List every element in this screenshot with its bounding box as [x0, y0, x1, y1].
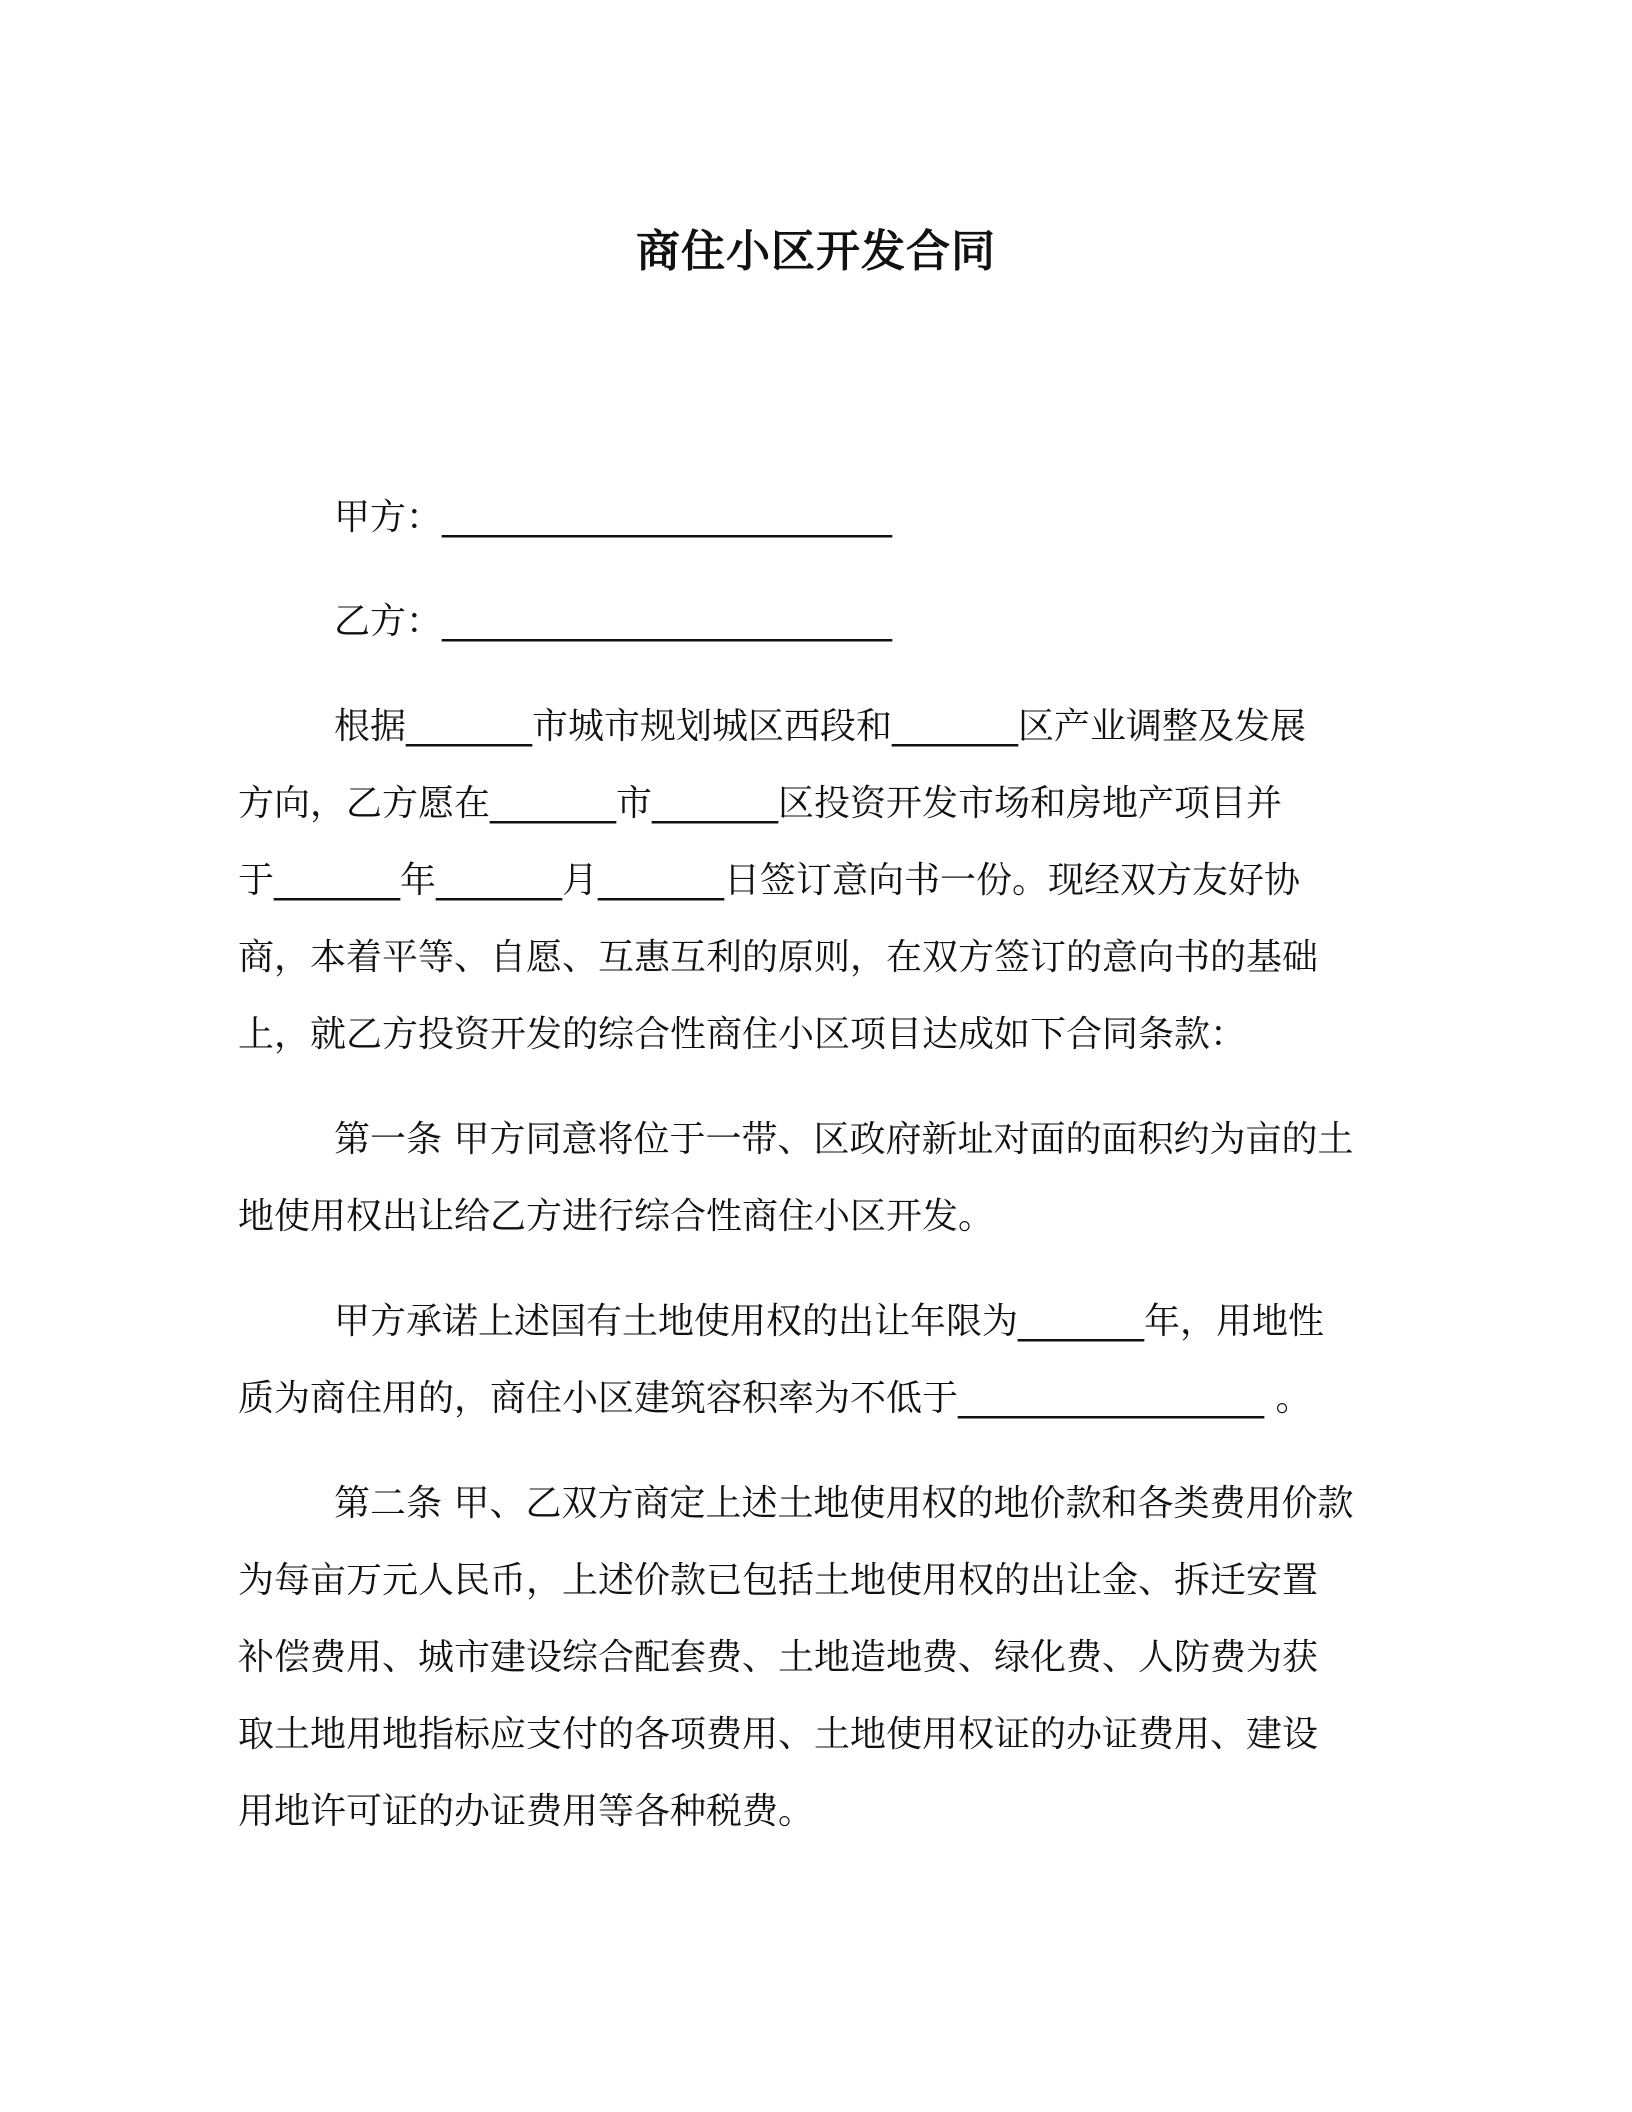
commitment-line-1: 甲方承诺上述国有土地使用权的出让年限为_______年，用地性: [334, 1301, 1325, 1342]
preamble-line-1: 根据_______市城市规划城区西段和_______区产业调整及发展: [334, 706, 1307, 747]
article1-line-1: 第一条 甲方同意将位于一带、区政府新址对面的面积约为亩的土: [334, 1119, 1354, 1160]
preamble-line-4: 商，本着平等、自愿、互惠互利的原则，在双方签订的意向书的基础: [238, 937, 1319, 978]
article1-line-2: 地使用权出让给乙方进行综合性商住小区开发。: [238, 1196, 995, 1237]
preamble-line-5: 上，就乙方投资开发的综合性商住小区项目达成如下合同条款：: [238, 1014, 1247, 1055]
party-a-line: 甲方：_________________________: [334, 497, 893, 538]
party-b-line: 乙方：_________________________: [334, 601, 893, 642]
article2-line-2: 为每亩万元人民币，上述价款已包括土地使用权的出让金、拆迁安置: [238, 1560, 1319, 1601]
article2-line-1: 第二条 甲、乙双方商定上述土地使用权的地价款和各类费用价款: [334, 1483, 1354, 1524]
article2-line-3: 补偿费用、城市建设综合配套费、土地造地费、绿化费、人防费为获: [238, 1637, 1319, 1678]
document-title: 商住小区开发合同: [636, 226, 996, 277]
commitment-line-2: 质为商住用的，商住小区建筑容积率为不低于_________________ 。: [238, 1378, 1312, 1419]
preamble-line-3: 于_______年_______月_______日签订意向书一份。现经双方友好协: [238, 860, 1301, 901]
article2-line-5: 用地许可证的办证费用等各种税费。: [238, 1791, 815, 1832]
preamble-line-2: 方向，乙方愿在_______市_______区投资开发市场和房地产项目并: [238, 783, 1283, 824]
article2-line-4: 取土地用地指标应支付的各项费用、土地使用权证的办证费用、建设: [238, 1714, 1319, 1755]
